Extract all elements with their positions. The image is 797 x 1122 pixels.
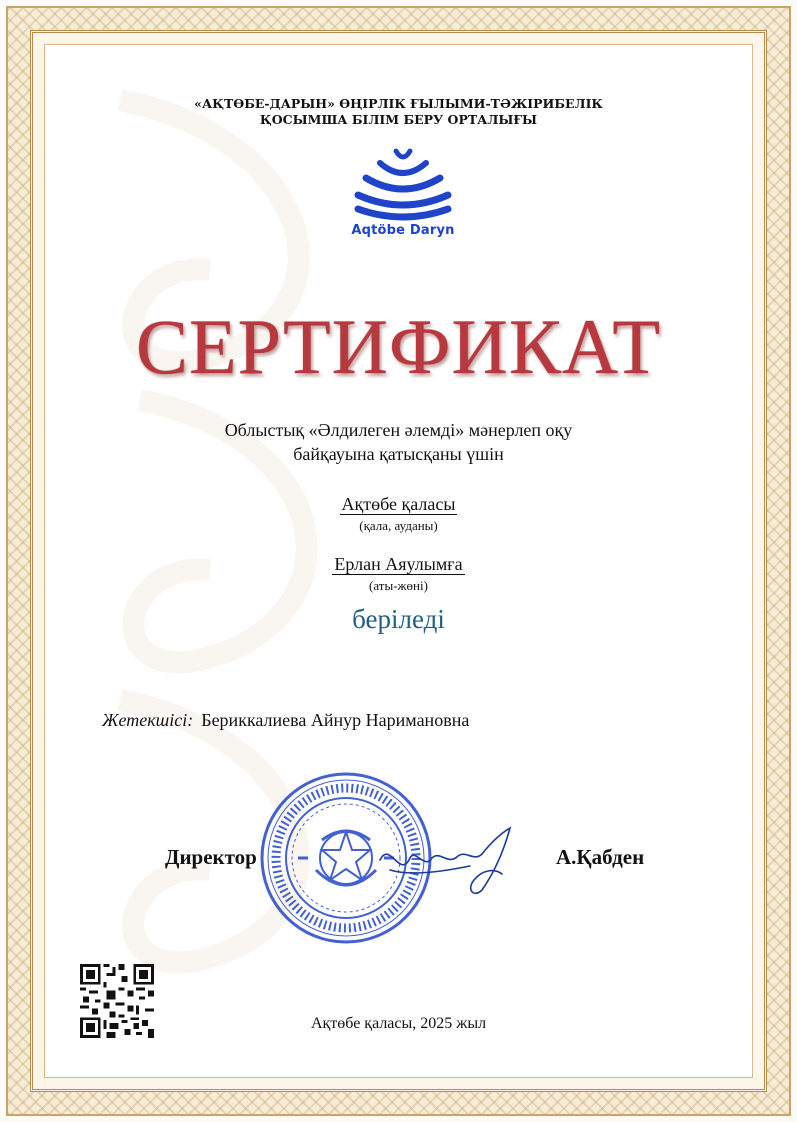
supervisor-name: Бериккалиева Айнур Наримановна xyxy=(201,710,470,730)
award-reason-line1: Облыстық «Әлдилеген әлемді» мәнерлеп оқу xyxy=(224,420,573,440)
signature-icon xyxy=(370,820,530,900)
supervisor-line xyxy=(102,710,469,731)
recipient-hint: (аты-жөні) xyxy=(369,578,428,593)
award-reason-line2: байқауына қатысқаны үшін xyxy=(293,444,504,464)
certificate-heading: СЕРТИФИКАТ xyxy=(135,303,662,390)
director-label: Директор xyxy=(165,845,257,869)
city-field xyxy=(0,494,797,515)
supervisor-label: Жетекшісі: xyxy=(102,710,194,730)
city-hint: (қала, ауданы) xyxy=(359,518,438,533)
organization-title xyxy=(0,96,797,128)
recipient-name: Ерлан Аяулымға xyxy=(334,554,463,574)
awarded-text: беріледі xyxy=(352,604,445,634)
footer-place-year: Ақтөбе қаласы, 2025 жыл xyxy=(310,1015,487,1032)
director-name: А.Қабден xyxy=(556,845,645,869)
recipient-field xyxy=(0,554,797,575)
city-value: Ақтөбе қаласы xyxy=(341,494,456,514)
organization-title-line2: ҚОСЫМША БІЛІМ БЕРУ ОРТАЛЫҒЫ xyxy=(259,112,538,127)
organization-title-line1: «АҚТӨБЕ-ДАРЫН» ӨҢІРЛІК ҒЫЛЫМИ-ТӘЖІРИБЕЛІК xyxy=(194,96,603,111)
award-reason xyxy=(0,418,797,466)
logo-text: Aqtöbe Daryn xyxy=(351,223,455,238)
